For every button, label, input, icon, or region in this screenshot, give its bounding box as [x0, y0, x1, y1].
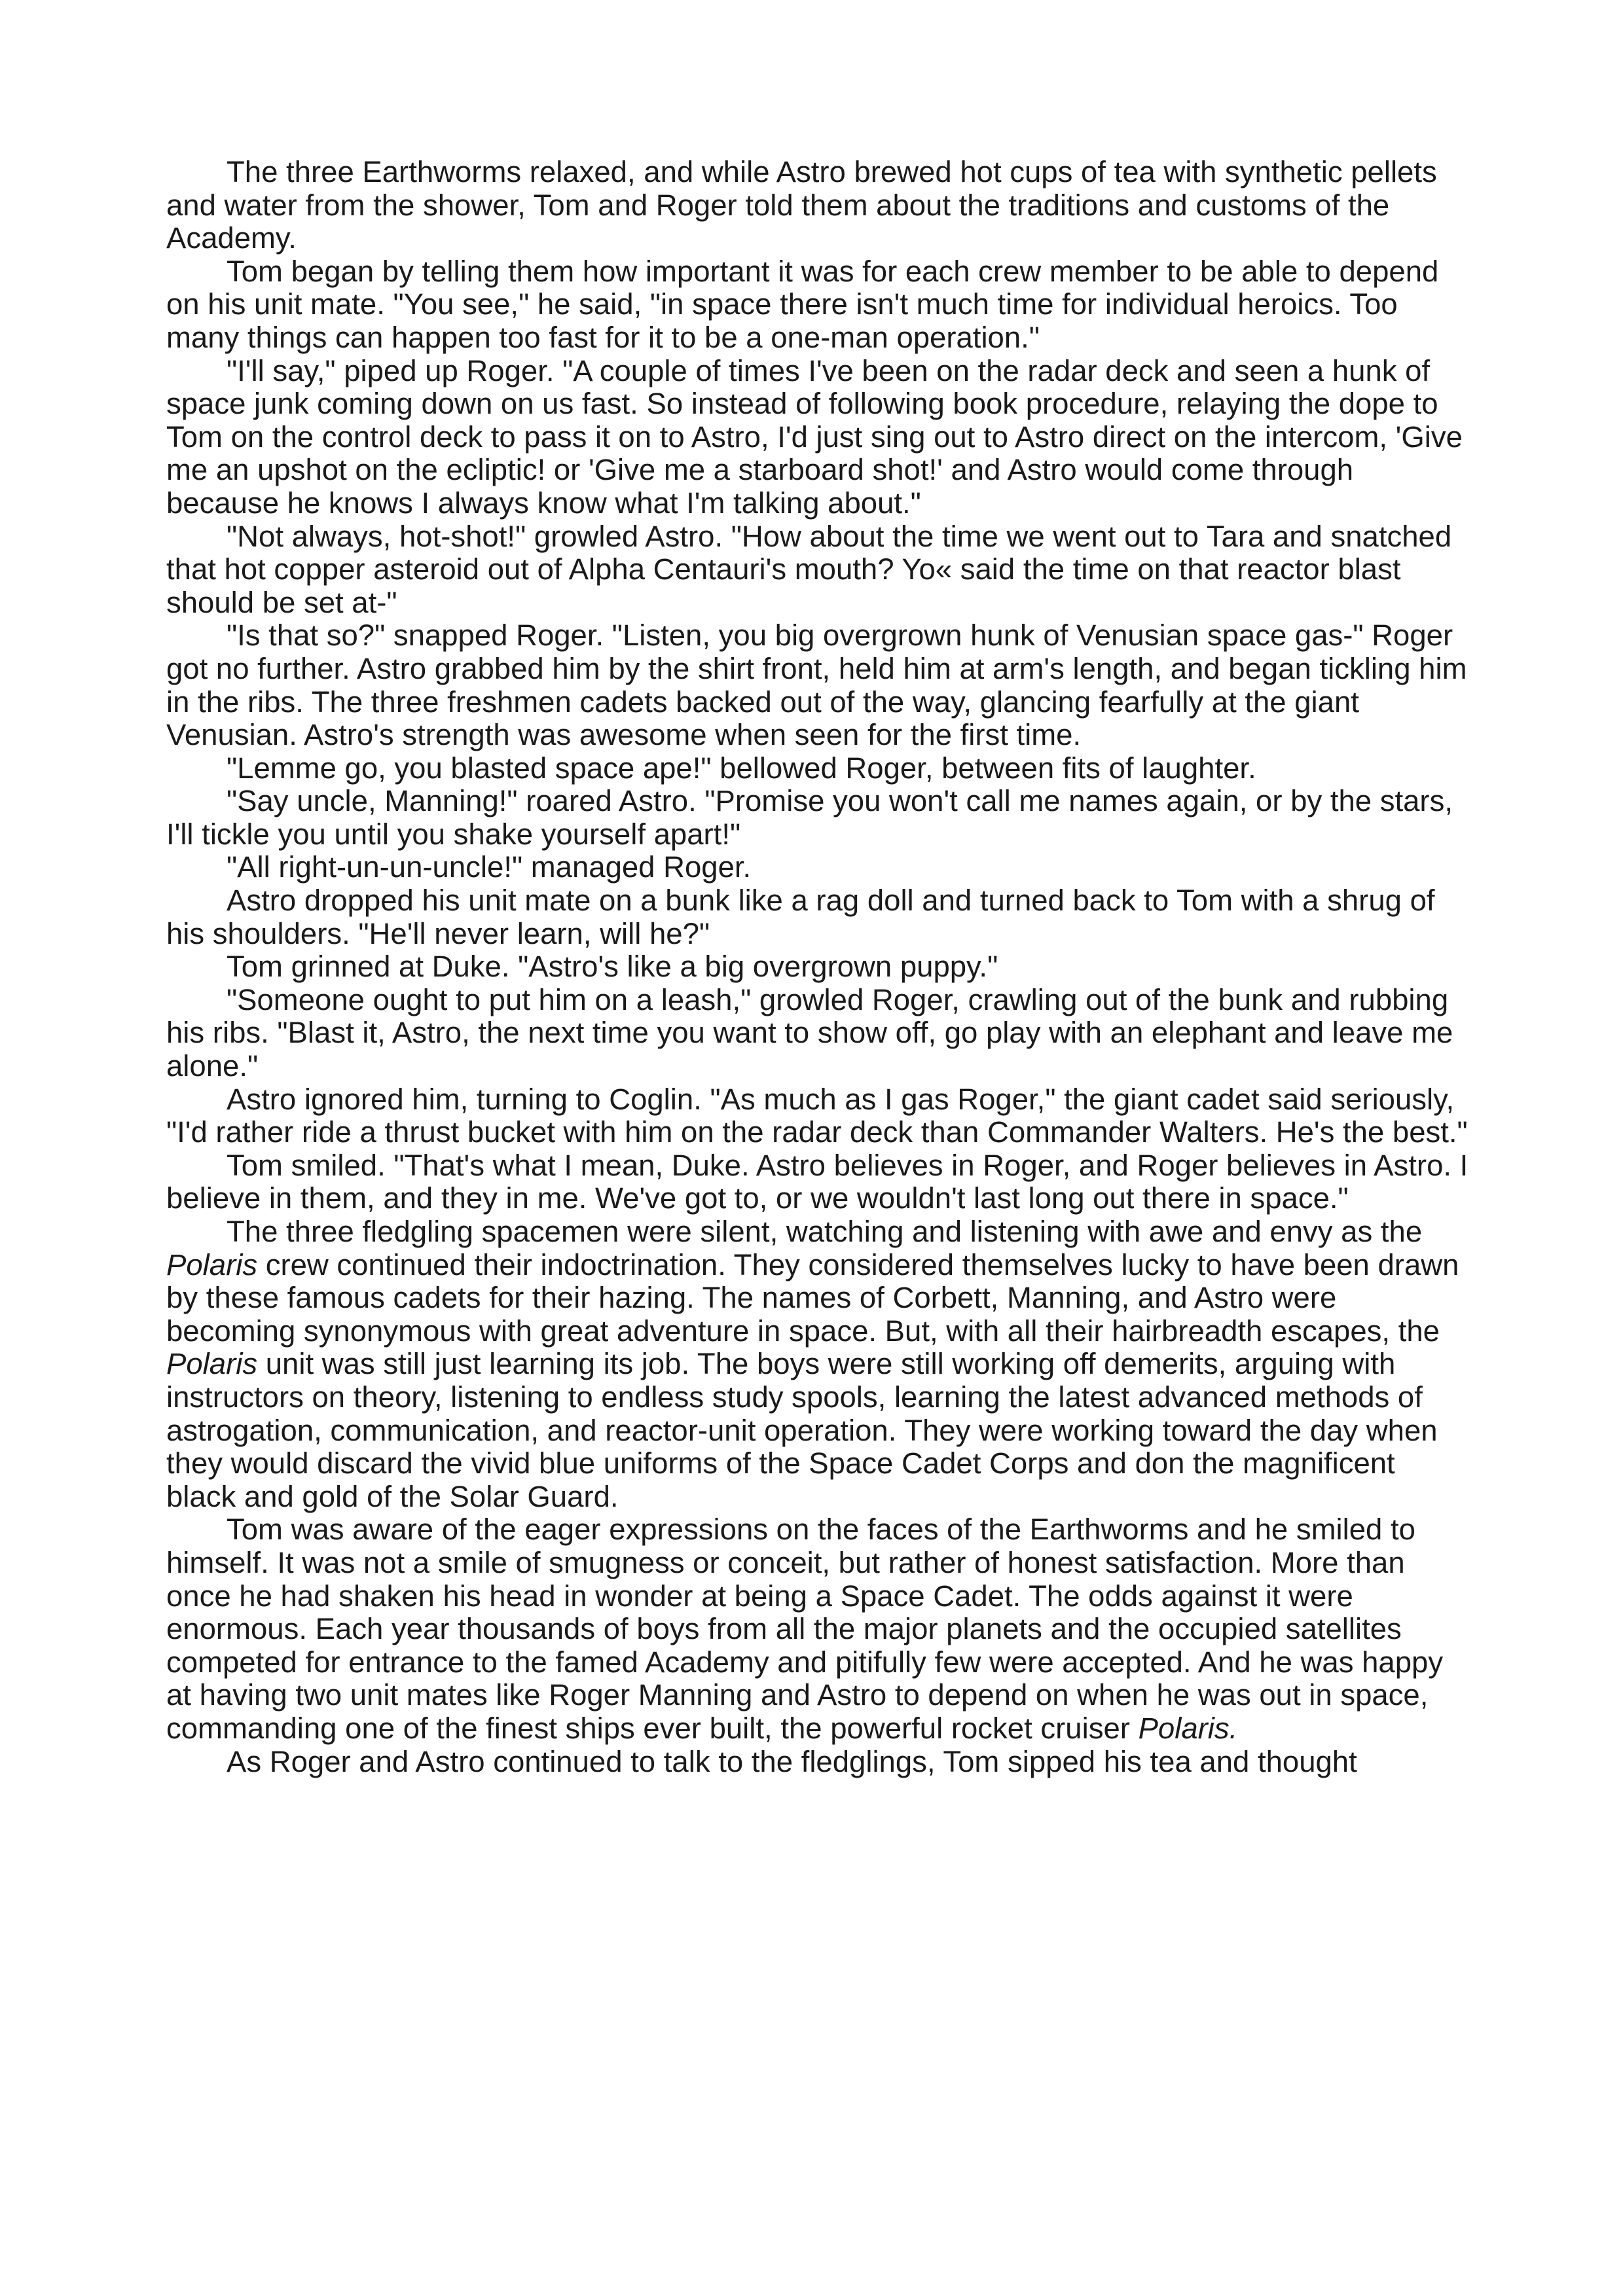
text-run: The three Earthworms relaxed, and while Astro brewed hot cups of tea with synthetic pellets and water from the shower, Tom and Roger told them about the traditions and customs of the Academy. — [166, 155, 1437, 255]
text-run: "Someone ought to put him on a leash," growled Roger, crawling out of the bunk and rubbing his ribs. "Blast it, Astro, the next time you want to show off, go play with an elephant and leave me alone." — [166, 982, 1453, 1083]
text-run: unit was still just learning its job. The boys were still working off demerits, arguing with instructors on theory, listening to endless study spools, learning the latest advanced methods of astrogation, communication, and reactor-unit operation. They were working toward the day when they would discard the vivid blue uniforms of the Space Cadet Corps and don the magnificent black and gold of the Solar Guard. — [166, 1347, 1438, 1513]
paragraph — [166, 1746, 1469, 1779]
paragraph — [166, 851, 1469, 884]
document-page — [166, 156, 1469, 1778]
text-run: As Roger and Astro continued to talk to the fledglings, Tom sipped his tea and thought — [227, 1744, 1357, 1778]
paragraph — [166, 520, 1469, 620]
paragraph — [166, 255, 1469, 355]
text-run: Tom began by telling them how important it was for each crew member to be able to depend on his unit mate. "You see," he said, "in space there isn't much time for individual heroics. Too many things can happen too fast for it to be a one-man operation." — [166, 254, 1439, 354]
text-run: Astro dropped his unit mate on a bunk like a rag doll and turned back to Tom with a shrug of his shoulders. "He'll never learn, will he?" — [166, 884, 1435, 950]
paragraph — [166, 156, 1469, 255]
text-run: "Is that so?" snapped Roger. "Listen, you big overgrown hunk of Venusian space gas-" Roger got no further. Astro grabbed him by the shirt front, held him at arm's length, and began tickling him in the ribs. The three freshmen cadets backed out of the way, glancing fearfully at the giant Venusian. Astro's strength was awesome when seen for the first time. — [166, 619, 1467, 752]
paragraph — [166, 1149, 1469, 1215]
text-run: Tom was aware of the eager expressions on the faces of the Earthworms and he smiled to himself. It was not a smile of smugness or conceit, but rather of honest satisfaction. More than once he had shaken his head in wonder at being a Space Cadet. The odds against it were enormous. Each year thousands of boys from all the major planets and the occupied satellites competed for entrance to the famed Academy and pitifully few were accepted. And he was happy at having two unit mates like Roger Manning and Astro to depend on when he was out in space, commanding one of the finest ships ever built, the powerful rocket cruiser — [166, 1513, 1444, 1745]
paragraph — [166, 1513, 1469, 1745]
text-run: "Say uncle, Manning!" roared Astro. "Promise you won't call me names again, or by the stars, I'll tickle you until you shake yourself apart!" — [166, 784, 1453, 851]
text-run: "Not always, hot-shot!" growled Astro. "How about the time we went out to Tara and snatched that hot copper asteroid out of Alpha Centauri's mouth? Yo« said the time on that reactor blast should be set at-" — [166, 519, 1452, 619]
italic-ship-name: Polaris. — [1138, 1711, 1238, 1745]
body-text — [166, 156, 1469, 1778]
paragraph — [166, 619, 1469, 751]
paragraph — [166, 1215, 1469, 1513]
paragraph — [166, 950, 1469, 984]
text-run: Tom grinned at Duke. "Astro's like a big overgrown puppy." — [227, 950, 998, 984]
paragraph — [166, 984, 1469, 1083]
italic-ship-name: Polaris — [166, 1247, 258, 1282]
paragraph — [166, 1083, 1469, 1149]
text-run: "Lemme go, you blasted space ape!" bellowed Roger, between fits of laughter. — [227, 751, 1256, 785]
text-run: "All right-un-un-uncle!" managed Roger. — [227, 850, 752, 884]
paragraph — [166, 355, 1469, 520]
text-run: Astro ignored him, turning to Coglin. "As much as I gas Roger," the giant cadet said seriously, "I'd rather ride a thrust bucket with him on the radar deck than Commander Walters. He's the best." — [166, 1082, 1468, 1149]
text-run: "I'll say," piped up Roger. "A couple of times I've been on the radar deck and seen a hunk of space junk coming down on us fast. So instead of following book procedure, relaying the dope to Tom on the control deck to pass it on to Astro, I'd just sing out to Astro direct on the intercom, 'Give me an upshot on the ecliptic! or 'Give me a starboard shot!' and Astro would come through because he knows I always know what I'm talking about." — [166, 353, 1463, 520]
paragraph — [166, 884, 1469, 950]
text-run: Tom smiled. "That's what I mean, Duke. Astro believes in Roger, and Roger believes in Astro. I believe in them, and they in me. We've got to, or we wouldn't last long out there in space." — [166, 1148, 1468, 1215]
text-run: crew continued their indoctrination. They considered themselves lucky to have been drawn by these famous cadets for their hazing. The names of Corbett, Manning, and Astro were becoming synonymous with great adventure in space. But, with all their hairbreadth escapes, the — [166, 1247, 1459, 1348]
italic-ship-name: Polaris — [166, 1347, 258, 1381]
text-run: The three fledgling spacemen were silent, watching and listening with awe and envy as the — [227, 1215, 1423, 1248]
paragraph — [166, 785, 1469, 851]
paragraph — [166, 752, 1469, 785]
